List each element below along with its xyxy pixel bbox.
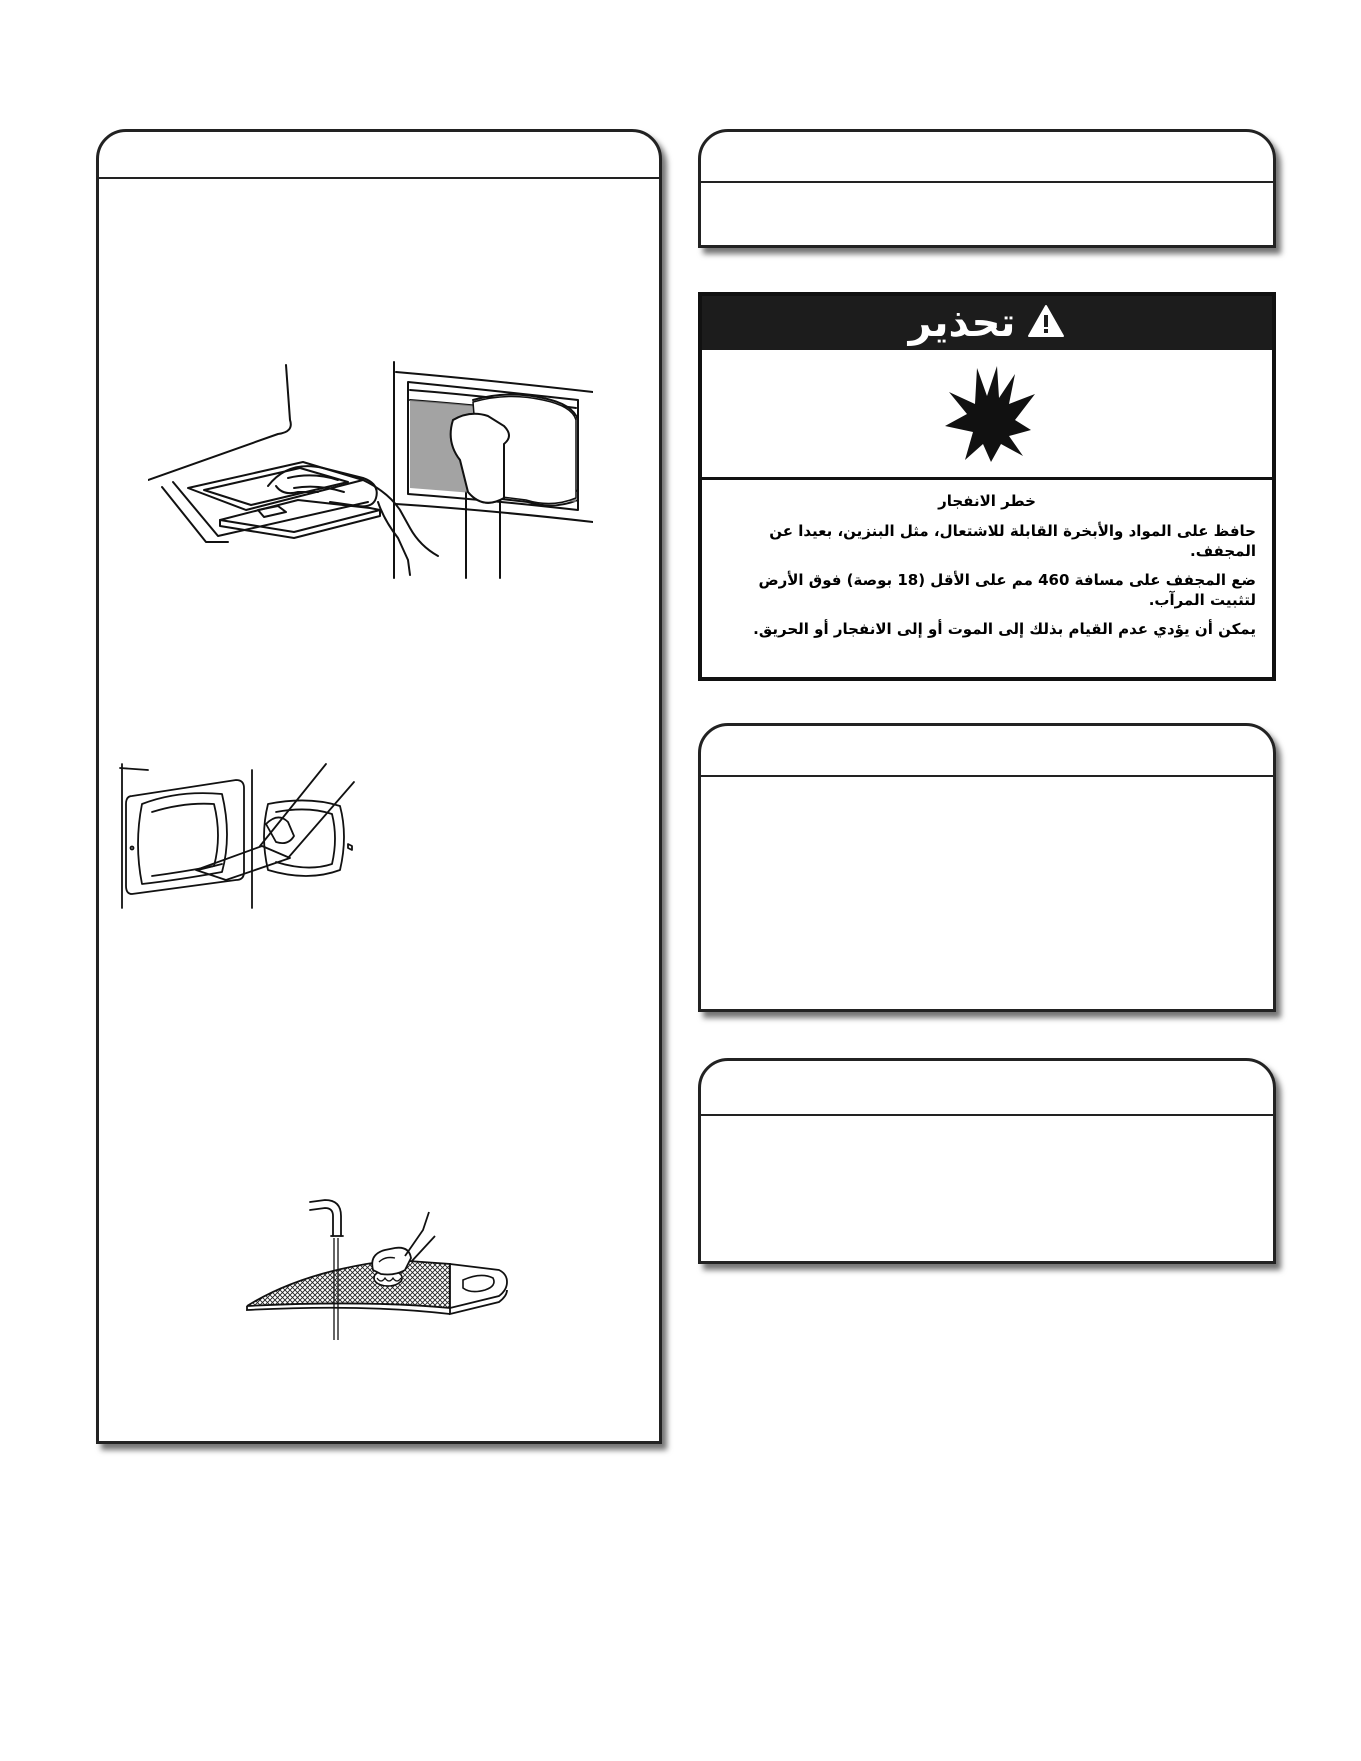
warning-icon-area	[702, 350, 1272, 480]
warning-line-1: حافظ على المواد والأبخرة القابلة للاشتعال، مثل البنزين، بعيدا عن المجفف.	[769, 522, 1256, 560]
explosion-icon	[943, 364, 1039, 464]
panel-header	[701, 726, 1273, 777]
info-panel-middle	[698, 723, 1276, 1012]
panel-header	[99, 132, 659, 179]
warning-subtitle: خطر الانفجار	[938, 492, 1036, 510]
panel-header	[701, 132, 1273, 183]
warning-text	[718, 491, 1256, 648]
warning-header	[702, 296, 1272, 350]
warning-title: تحذير	[908, 300, 1016, 346]
explosion-hazard-warning	[698, 292, 1276, 681]
panel-header	[701, 1061, 1273, 1116]
lint-screen-removal-illustration	[148, 360, 593, 580]
info-panel-bottom	[698, 1058, 1276, 1264]
warning-line-3: يمكن أن يؤدي عدم القيام بذلك إلى الموت أو إلى الانفجار أو الحريق.	[753, 620, 1256, 638]
info-panel-top	[698, 129, 1276, 248]
warning-triangle-icon	[1027, 304, 1065, 342]
warning-line-2: ضع المجفف على مسافة 460 مم على الأقل (18 بوصة) فوق الأرض لتثبيت المرآب.	[758, 571, 1256, 609]
vacuum-lint-trap-illustration	[118, 762, 363, 910]
wash-lint-screen-illustration	[245, 1190, 515, 1340]
